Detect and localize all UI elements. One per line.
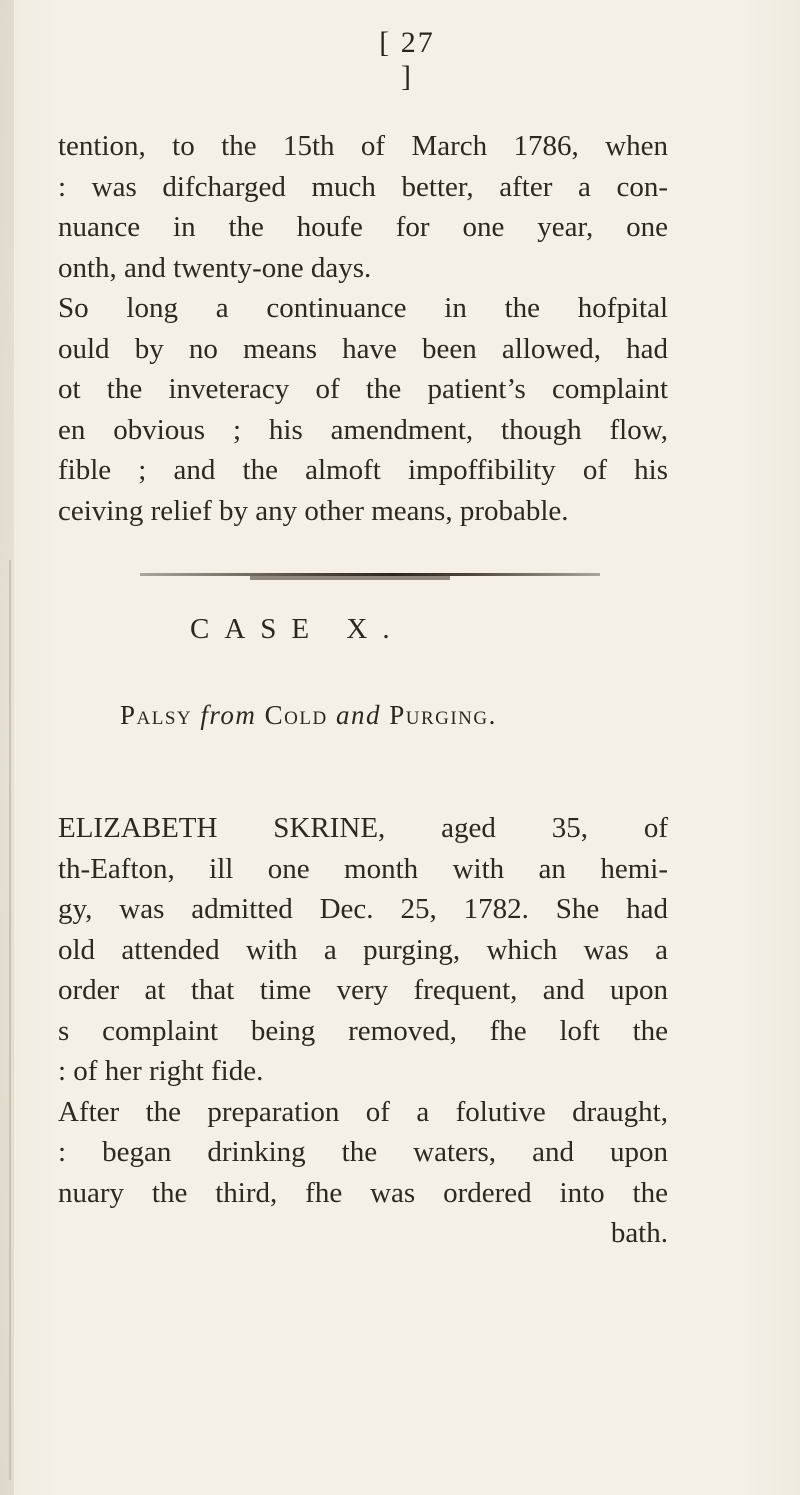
subtitle-text: Purging. — [380, 700, 497, 730]
text-line: ot the inveteracy of the patient’s complaint — [58, 373, 668, 405]
subtitle-text: Cold — [256, 700, 336, 730]
text-line: After the preparation of a folutive draught, — [58, 1095, 668, 1128]
text-line: old attended with a purging, which was a — [58, 933, 668, 966]
text-line: So long a continuance in the hofpital — [58, 292, 668, 324]
case-subtitle — [120, 700, 497, 731]
text-line: ELIZABETH SKRINE, aged 35, of — [58, 812, 668, 844]
text-line: fible ; and the almoft impoffibility of his — [58, 454, 668, 486]
paragraph-2 — [58, 808, 668, 1254]
section-divider-thick — [250, 576, 450, 580]
text-line: order at that time very frequent, and upon — [58, 974, 668, 1006]
page-edge-shadow — [0, 0, 14, 1495]
text-line: tention, to the 15th of March 1786, when — [58, 130, 668, 162]
text-line: en obvious ; his amendment, though flow, — [58, 413, 668, 446]
text-line: : was difcharged much better, after a con- — [58, 170, 668, 203]
text-line: ceiving relief by any other means, probable. — [58, 494, 569, 527]
catchword: bath. — [610, 1217, 668, 1249]
subtitle-italic: and — [335, 700, 381, 730]
text-line: th-Eafton, ill one month with an hemi- — [58, 852, 668, 885]
text-line: : began drinking the waters, and upon — [58, 1136, 668, 1168]
text-line: : of her right fide. — [58, 1055, 264, 1087]
text-line: ould by no means have been allowed, had — [58, 332, 668, 365]
gutter-line — [9, 560, 11, 1480]
subtitle-italic: from — [200, 700, 257, 730]
text-line: onth, and twenty-one days. — [58, 251, 372, 284]
text-line: s complaint being removed, fhe loft the — [58, 1014, 668, 1047]
text-line: nuance in the houfe for one year, one — [58, 211, 668, 243]
text-line: nuary the third, fhe was ordered into the — [58, 1176, 668, 1209]
case-title: CASE X. — [190, 613, 405, 645]
page-number-header: [ 27 ] — [379, 26, 435, 93]
paragraph-1 — [58, 126, 668, 531]
subtitle-text: Palsy — [120, 700, 201, 730]
text-line: gy, was admitted Dec. 25, 1782. She had — [58, 893, 668, 925]
